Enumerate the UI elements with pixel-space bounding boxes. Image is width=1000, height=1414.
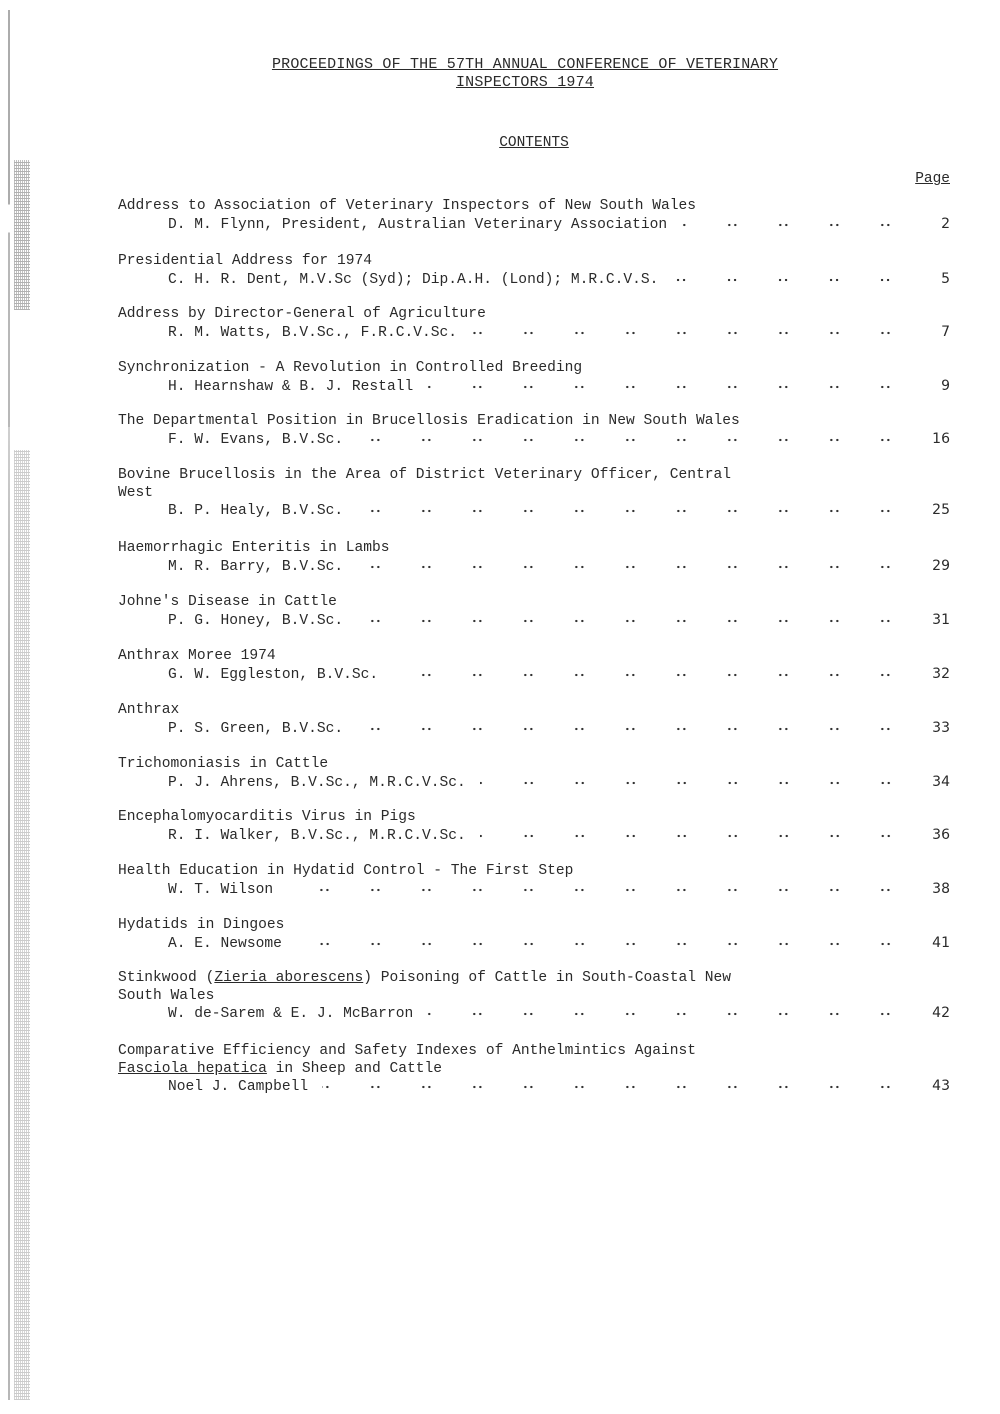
page-column-heading: Page	[915, 171, 950, 187]
toc-entry	[118, 594, 950, 630]
entry-author: D. M. Flynn, President, Australian Veterinary Association	[168, 216, 668, 233]
entry-page: 43	[932, 1078, 950, 1094]
toc-entry	[118, 648, 950, 684]
entry-page: 5	[941, 270, 950, 287]
entry-page: 29	[932, 557, 950, 574]
toc-entry	[118, 809, 950, 845]
entry-author: Noel J. Campbell	[168, 1079, 309, 1095]
toc-entry	[118, 198, 950, 234]
entry-author: C. H. R. Dent, M.V.Sc (Syd); Dip.A.H. (Lond); M.R.C.V.S.	[168, 271, 659, 288]
dot-leader	[480, 831, 914, 841]
entry-author: P. J. Ahrens, B.V.Sc., M.R.C.V.Sc.	[168, 774, 466, 791]
toc-entry	[118, 702, 950, 738]
entry-page: 42	[932, 1005, 950, 1021]
toc-entry	[118, 970, 950, 1024]
entry-title	[118, 970, 950, 988]
entry-title: Anthrax	[118, 702, 180, 718]
entry-title: Health Education in Hydatid Control - The First Step	[118, 863, 574, 879]
entry-page: 41	[932, 934, 950, 951]
dot-leader	[357, 562, 914, 572]
toc-entry	[118, 467, 950, 521]
dot-leader	[357, 506, 914, 516]
entry-title: Johne's Disease in Cattle	[118, 594, 337, 610]
entry-page: 36	[932, 826, 950, 843]
dot-leader	[672, 275, 914, 285]
species-name: Fasciola hepatica	[118, 1060, 267, 1077]
entry-title: Anthrax Moree 1974	[118, 648, 276, 664]
entry-title: Hydatids in Dingoes	[118, 917, 285, 933]
entry-title: The Departmental Position in Brucellosis Eradication in New South Wales	[118, 413, 740, 429]
entry-page: 38	[932, 880, 950, 897]
entry-page: 33	[932, 719, 950, 736]
entry-title-continued	[118, 1061, 950, 1079]
entry-author: P. G. Honey, B.V.Sc.	[168, 612, 344, 629]
toc-entry	[118, 1043, 950, 1097]
scan-edge-artifact	[8, 10, 10, 1400]
entry-page: 2	[941, 215, 950, 232]
entry-author: M. R. Barry, B.V.Sc.	[168, 558, 344, 575]
entry-title: Presidential Address for 1974	[118, 253, 372, 269]
toc-entry	[118, 253, 950, 289]
entry-title: Comparative Efficiency and Safety Indexes of Anthelmintics Against	[118, 1043, 697, 1059]
dot-leader	[480, 778, 914, 788]
entry-page: 31	[932, 611, 950, 628]
entry-author: H. Hearnshaw & B. J. Restall	[168, 378, 414, 395]
dot-leader	[427, 1009, 914, 1019]
entry-page: 7	[941, 323, 950, 340]
scan-noise-artifact	[14, 450, 30, 1400]
toc-entry	[118, 306, 950, 342]
species-name: Zieria aborescens	[214, 970, 364, 986]
entry-author: R. M. Watts, B.V.Sc., F.R.C.V.Sc.	[168, 324, 458, 341]
toc-entry	[118, 413, 950, 449]
entry-title-post: in Sheep and Cattle	[266, 1060, 443, 1077]
dot-leader	[287, 885, 914, 895]
contents-heading: CONTENTS	[499, 135, 569, 151]
entry-title: Synchronization - A Revolution in Controlled Breeding	[118, 360, 583, 376]
title-line-1: PROCEEDINGS OF THE 57TH ANNUAL CONFERENCE OF VETERINARY	[271, 56, 779, 73]
dot-leader	[357, 435, 914, 445]
dot-leader	[681, 220, 914, 230]
entry-author: F. W. Evans, B.V.Sc.	[168, 431, 344, 448]
entry-author: W. T. Wilson	[168, 881, 274, 898]
dot-leader	[357, 724, 914, 734]
title-line-2: INSPECTORS 1974	[455, 74, 595, 91]
toc-entry	[118, 917, 950, 953]
entry-author: B. P. Healy, B.V.Sc.	[168, 503, 344, 519]
entry-page: 34	[932, 773, 950, 790]
scan-noise-artifact	[14, 160, 30, 310]
entry-title: Address by Director-General of Agriculture	[118, 306, 486, 322]
dot-leader	[322, 1082, 914, 1092]
toc-entry	[118, 360, 950, 396]
dot-leader	[392, 670, 914, 680]
entry-title: Address to Association of Veterinary Inspectors of New South Wales	[118, 198, 697, 214]
entry-author: P. S. Green, B.V.Sc.	[168, 720, 344, 737]
dot-leader	[427, 382, 914, 392]
entry-page: 16	[932, 430, 950, 447]
toc-entry	[118, 540, 950, 576]
entry-title: Haemorrhagic Enteritis in Lambs	[118, 540, 390, 556]
dot-leader	[471, 328, 914, 338]
entry-title-post: ) Poisoning of Cattle in South-Coastal New	[363, 970, 732, 986]
toc-entry	[118, 863, 950, 899]
entry-title-pre: Stinkwood (	[118, 970, 215, 986]
entry-author: R. I. Walker, B.V.Sc., M.R.C.V.Sc.	[168, 827, 466, 844]
entry-author: A. E. Newsome	[168, 935, 282, 952]
dot-leader	[357, 616, 914, 626]
entry-title-continued: South Wales	[118, 987, 215, 1004]
entry-title-continued: West	[118, 484, 154, 501]
toc-entry	[118, 756, 950, 792]
entry-author: G. W. Eggleston, B.V.Sc.	[168, 666, 379, 683]
entry-title: Bovine Brucellosis in the Area of District Veterinary Officer, Central	[118, 467, 732, 483]
entry-page: 32	[932, 665, 950, 682]
document-title	[0, 56, 1000, 92]
entry-author: W. de-Sarem & E. J. McBarron	[168, 1006, 414, 1022]
entry-page: 9	[941, 377, 950, 394]
entry-title: Encephalomyocarditis Virus in Pigs	[118, 809, 416, 825]
entry-page: 25	[932, 502, 950, 518]
entry-title: Trichomoniasis in Cattle	[118, 756, 329, 772]
dot-leader	[296, 939, 914, 949]
